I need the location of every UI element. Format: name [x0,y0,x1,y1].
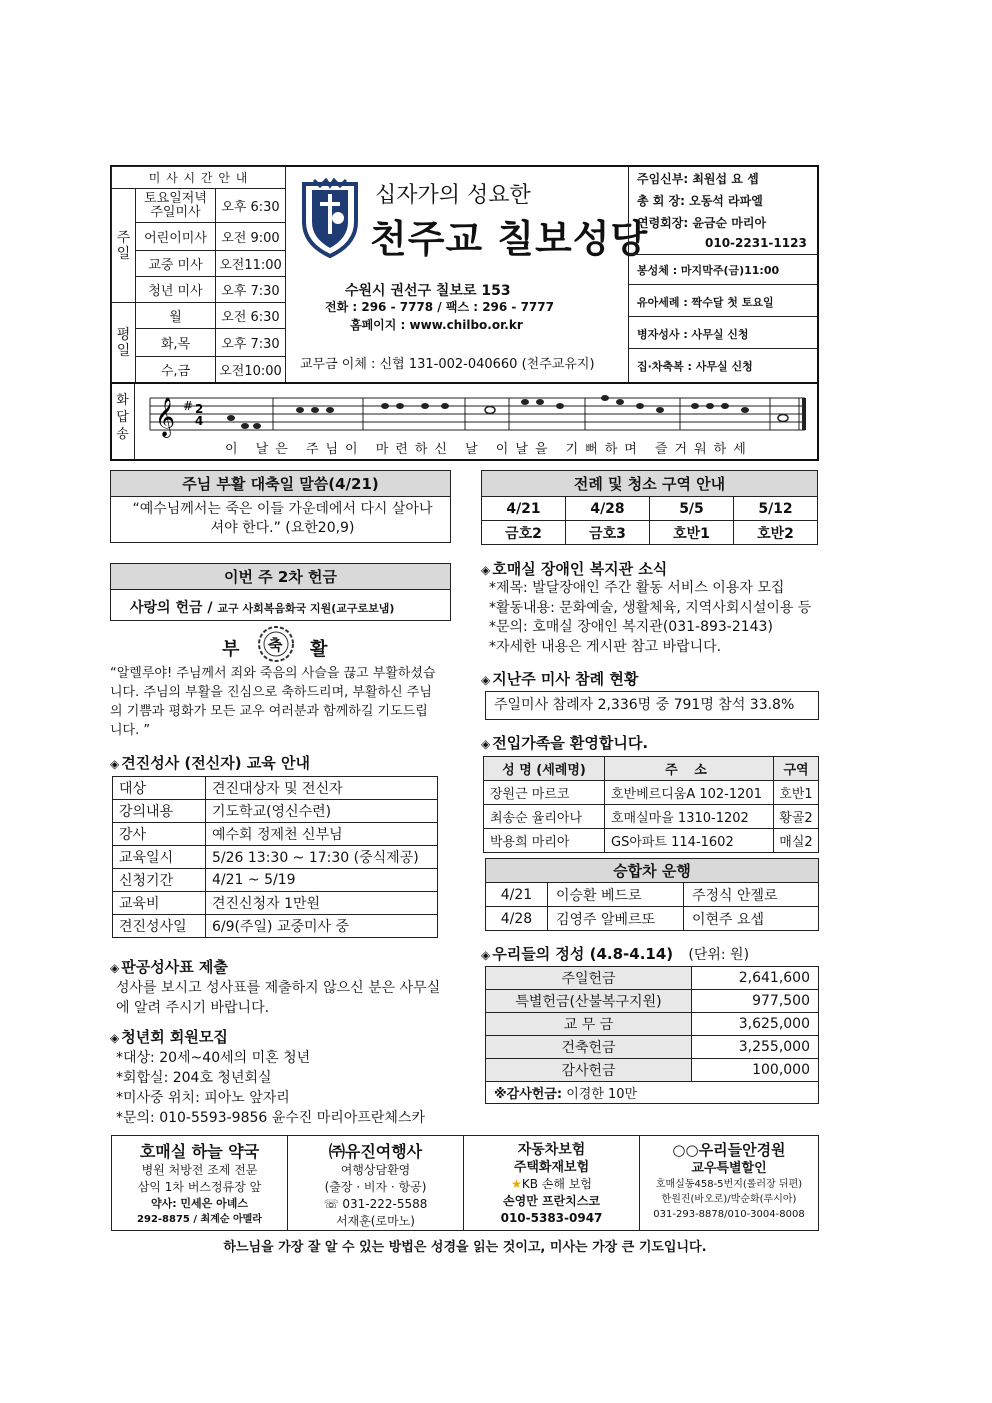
ad-line: 292-8875 / 최계순 아멜라 [137,1214,262,1225]
conf-key: 강의내용 [113,800,206,823]
conf-val: 5/26 13:30 ~ 17:30 (중식제공) [206,846,438,869]
ad-line: 병원 처방전 조제 전문 [141,1163,258,1177]
info-line: 병자성사 : 사무실 신청 [637,328,749,341]
easter-badge [256,624,296,664]
staff-phone: 010-2231-1123 [705,236,807,250]
ad-line: 010-5383-0947 [500,1211,603,1225]
info-line: 집·차축복 : 사무실 신청 [637,360,753,373]
ads-table [111,1135,819,1231]
conf-key: 견진성사일 [113,915,206,938]
carpool-title: 승합차 운행 [486,859,819,883]
cleaning-date: 5/12 [734,497,818,521]
welfare-list [489,579,811,657]
newcomers-header: 구역 [774,757,819,781]
conf-val: 6/9(주일) 교중미사 중 [206,915,438,938]
offering-amount: 3,625,000 [692,1013,819,1036]
collection-main: 사랑의 헌금 / [130,600,218,616]
carpool-driver: 주정식 안젤로 [684,883,819,907]
welfare-line: *활동내용: 문화예술, 생활체육, 지역사회시설이용 등 [489,599,812,616]
ad-title: 우리들안경원 [698,1141,786,1159]
ad-line-text: KB 손해 보험 [521,1177,592,1191]
ad-title: 호매실 하늘 약국 [139,1142,260,1161]
newcomers-header: 성 명 (세례명) [484,757,605,781]
ad-line: (출장 · 비자 · 항공) [324,1180,427,1194]
offering-amount: 100,000 [692,1059,819,1082]
mass-name: 수,금 [136,357,216,383]
ad-title: ㈜유진여행사 [328,1142,423,1161]
diamond-icon: ◈ [481,563,491,577]
confirmation-title [110,752,310,773]
offering-label: 감사헌금 [486,1059,692,1082]
ad-line: 한원진(바오로)/박순화(루시아) [661,1194,797,1205]
conf-key: 대상 [113,777,206,800]
diamond-icon: ◈ [481,737,491,751]
svg-text:4: 4 [195,414,204,428]
welfare-title [481,558,667,579]
youth-line: *미사중 위치: 피아노 앞자리 [116,1090,290,1106]
staff-line: 주임신부: 최원섭 요 셉 [637,172,759,186]
newcomer-address: 호매실마을 1310-1202 [605,805,774,829]
mass-name: 토요일저녁 주일미사 [136,189,216,223]
collection-text [130,597,450,617]
cleaning-group: 금호3 [566,521,650,545]
mass-time: 오후 6:30 [216,189,286,223]
youth-list [116,1048,425,1128]
footer-text: 하느님을 가장 잘 알 수 있는 방법은 성경을 읽는 것이고, 미사는 가장 큰 기도입니다. [223,1240,707,1255]
mass-name: 화,목 [136,329,216,357]
easter-message: “알렐루야! 주님께서 죄와 죽음의 사슬을 끊고 부활하셨습니다. 주님의 부활을 진심으로 축하드리며, 부활하신 주님의 기쁨과 평화가 모든 교우 여러분과 함께하길 기도드립니다. ” [110,666,436,738]
newcomer-name: 장원근 마르코 [484,781,605,805]
conf-val: 견진신청자 1만원 [206,892,438,915]
sunday-label: 주 일 [112,189,136,303]
conf-key: 신청기간 [113,869,206,892]
diamond-icon: ◈ [110,757,120,771]
offering-amount: 2,641,600 [692,967,819,990]
hymn-label: 화 답 송 [111,384,135,460]
mass-name: 월 [136,303,216,329]
attendance-title [481,668,638,689]
hymn-lyrics: 이 날은 주님이 마련하신 날 이날을 기뻐하며 즐거워하세 [225,442,753,457]
svg-text:𝄞: 𝄞 [155,397,176,437]
attendance-box: 주일미사 참례자 2,336명 중 791명 참석 33.8% [485,691,819,720]
staff-panel [628,166,818,382]
mass-name: 교중 미사 [136,251,216,277]
cleaning-date: 4/28 [566,497,650,521]
staff-line: 총 회 장: 오동석 라파엘 [637,194,763,208]
welfare-line: *제목: 발달장애인 주간 활동 서비스 이용자 모집 [489,580,785,596]
diamond-icon: ◈ [481,948,491,962]
carpool-driver: 이승환 베드로 [548,883,684,907]
carpool-driver: 김영주 알베르또 [548,907,684,931]
youth-line: *문의: 010-5593-9856 윤수진 마리아프란체스카 [116,1110,425,1126]
svg-text:2: 2 [195,402,204,416]
newcomer-name: 박용희 마리아 [484,829,605,853]
newcomer-area: 매실2 [774,829,819,853]
ad-pharmacy [112,1136,288,1231]
ad-insurance [464,1136,640,1231]
ad-line: 삼익 1차 버스정류장 앞 [137,1180,262,1194]
cleaning-group: 호반1 [650,521,734,545]
offering-label: 특별헌금(산불복구지원) [486,990,692,1013]
ad-line: 교우특별할인 [691,1161,767,1176]
ad-line: 손영만 프란치스코 [503,1194,600,1208]
ad-line: 여행상담환영 [340,1163,411,1177]
star-icon: ★ [511,1177,522,1191]
newcomer-address: GS아파트 114-1602 [605,829,774,853]
info-line: 유아세례 : 짝수달 첫 토요일 [637,296,774,309]
mass-time: 오전11:00 [216,251,286,277]
easter-badge-text: 축 [268,636,283,654]
staff-line: 연령회장: 윤금순 마리아 [637,216,767,230]
conf-val: 4/21 ~ 5/19 [206,869,438,892]
confirmation-title-text: 견진성사 (전신자) 교육 안내 [121,754,311,772]
newcomer-area: 황골2 [774,805,819,829]
cleaning-date: 5/5 [650,497,734,521]
ad-title-row [640,1139,818,1160]
mass-time: 오후 7:30 [216,329,286,357]
ad-line: 주택화재보험 [513,1160,590,1175]
mass-time: 오후 7:30 [216,277,286,303]
offering-label: 교 무 금 [486,1013,692,1036]
ad-line [464,1176,639,1193]
offering-unit: (단위: 원) [688,947,750,963]
mass-name: 어린이미사 [136,223,216,251]
judgment-title-text: 판공성사표 제출 [121,958,228,976]
church-homepage: 홈페이지 : www.chilbo.or.kr [350,318,523,332]
ad-line: ☏ 031-222-5588 [323,1197,428,1211]
diamond-icon: ◈ [110,961,120,975]
carpool-table [485,858,819,931]
conf-key: 교육일시 [113,846,206,869]
carpool-date: 4/21 [486,883,548,907]
judgment-text: 성사를 보시고 성사표를 제출하지 않으신 분은 사무실에 알려 주시기 바랍니다. [116,980,441,1016]
newcomers-title [481,732,648,753]
diamond-icon: ◈ [481,673,491,687]
newcomers-header: 주 소 [605,757,774,781]
welfare-title-text: 호매실 장애인 복지관 소식 [492,560,668,578]
word-title: 주님 부활 대축일 말씀(4/21) [111,471,450,497]
offering-amount: 977,500 [692,990,819,1013]
cleaning-date: 4/21 [482,497,566,521]
youth-line: *회합실: 204호 청년회실 [116,1070,272,1086]
ad-line: 호매실동458-5번지(롤러장 뒤편) [655,1179,803,1190]
welfare-line: *자세한 내용은 게시판 참고 바랍니다. [489,638,722,655]
newcomer-address: 호반베르디움A 102-1201 [605,781,774,805]
ad-optician [640,1136,819,1231]
offering-note [486,1082,819,1104]
cleaning-table [481,470,818,545]
newcomers-table [483,756,819,853]
confirmation-table [112,776,438,938]
offering-title-text: 우리들의 정성 (4.8-4.14) [492,945,674,963]
ad-line: 서재훈(로마노) [336,1214,415,1228]
newcomer-name: 최송순 율리아나 [484,805,605,829]
transfer-info: 교무금 이체 : 신협 131-002-040660 (천주교유지) [300,357,595,372]
welfare-line: *문의: 호매실 장애인 복지관(031-893-2143) [489,619,773,635]
music-staff [145,388,810,438]
conf-val: 견진대상자 및 전신자 [206,777,438,800]
attendance-title-text: 지난주 미사 참례 현황 [492,670,639,688]
word-text: “예수님께서는 죽은 이들 가운데에서 다시 살아나셔야 한다.” (요한20,9) [132,501,433,536]
collection-title: 이번 주 2차 헌금 [111,564,450,590]
ad-line: 031-293-8878/010-3004-8008 [653,1209,805,1220]
info-line: 봉성체 : 마지막주(금)11:00 [637,264,780,277]
ad-line: 약사: 민세은 아녜스 [150,1197,249,1210]
conf-val: 기도학교(영신수련) [206,800,438,823]
newcomer-area: 호반1 [774,781,819,805]
weekday-label: 평 일 [112,303,136,383]
offering-table [485,966,819,1104]
carpool-driver: 이현주 요셉 [684,907,819,931]
svg-text:#: # [183,399,194,413]
cleaning-group: 호반2 [734,521,818,545]
church-subtitle: 십자가의 성요한 [375,183,531,208]
offering-amount: 3,255,000 [692,1036,819,1059]
youth-line: *대상: 20세~40세의 미혼 청년 [116,1050,311,1066]
offering-label: 건축헌금 [486,1036,692,1059]
youth-title [110,1026,228,1047]
ad-title: 자동차보험 [517,1142,586,1158]
conf-key: 교육비 [113,892,206,915]
mass-time: 오전 6:30 [216,303,286,329]
judgment-title [110,956,228,977]
diamond-icon: ◈ [110,1031,120,1045]
church-name: 천주교 칠보성당 [370,217,649,261]
easter-title-left: 부 [222,639,240,660]
mass-name: 청년 미사 [136,277,216,303]
mass-time: 오전10:00 [216,357,286,383]
church-phone: 전화 : 296 - 7778 / 팩스 : 296 - 7777 [325,300,554,314]
mass-schedule-table [111,166,286,383]
newcomers-title-text: 전입가족을 환영합니다. [492,734,649,752]
glasses-icon: ○○ [672,1141,699,1159]
conf-key: 강사 [113,823,206,846]
ad-travel [288,1136,464,1231]
easter-title-right: 활 [310,639,328,660]
offering-note-label: ※감사헌금: [494,1087,563,1102]
collection-small: 교구 사회복음화국 지원(교구로보냄) [217,602,395,615]
cleaning-title: 전례 및 청소 구역 안내 [482,471,818,497]
offering-label: 주일헌금 [486,967,692,990]
conf-val: 예수회 정제천 신부님 [206,823,438,846]
carpool-date: 4/28 [486,907,548,931]
cleaning-group: 금호2 [482,521,566,545]
youth-title-text: 청년회 회원모집 [121,1028,228,1046]
church-logo [300,178,360,258]
mass-title: 미 사 시 간 안 내 [112,167,286,189]
offering-note-text: 이경한 10만 [562,1087,638,1102]
mass-time: 오전 9:00 [216,223,286,251]
offering-title [481,943,749,964]
church-address: 수원시 권선구 칠보로 153 [345,283,511,299]
